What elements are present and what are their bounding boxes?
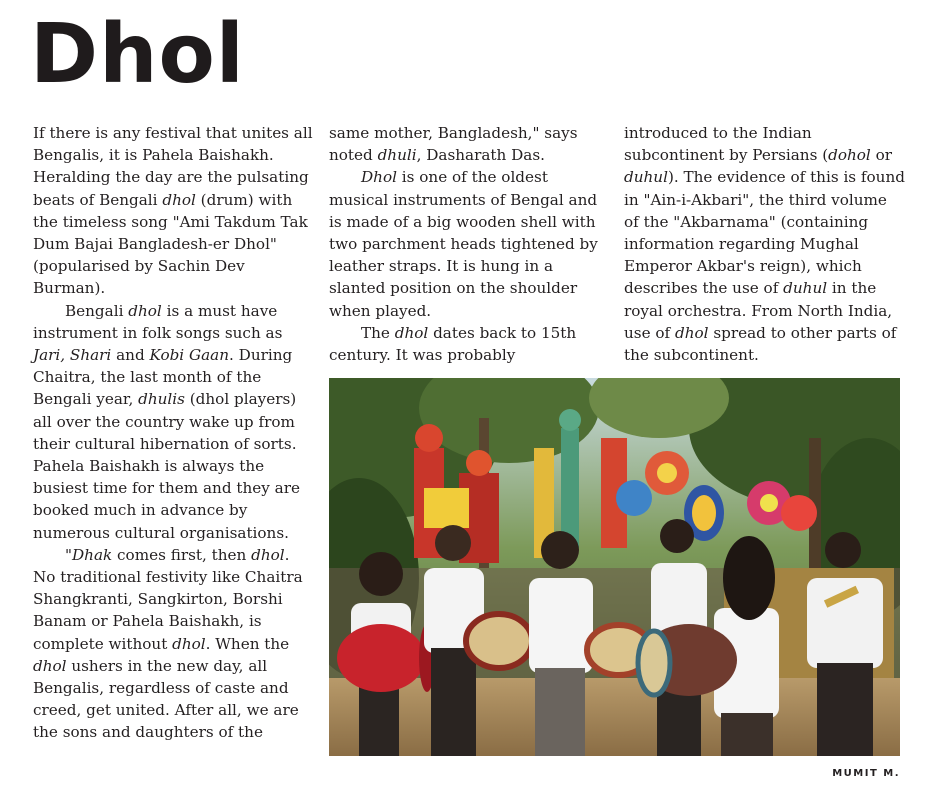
italic-term: dohol <box>828 146 871 165</box>
italic-term: Jari, Shari <box>33 346 112 365</box>
article-title: Dhol <box>30 7 245 102</box>
dhol-players-photo <box>329 378 900 756</box>
text-column-3 <box>624 122 906 366</box>
italic-term: Dhol <box>361 168 397 187</box>
italic-term: dhol <box>162 190 196 209</box>
text-column-1 <box>33 122 315 744</box>
italic-term: dhol <box>674 323 709 342</box>
italic-term: dhuli <box>377 146 417 165</box>
italic-term: duhul <box>624 168 668 187</box>
paragraph: same mother, Bangladesh," says noted dhuli, Dasharath Das. <box>329 124 578 165</box>
italic-term: dhulis <box>138 390 185 409</box>
paragraph: If there is any festival that unites all Bengalis, it is Pahela Baishakh. Heralding the day are the pulsating beats of Bengali dhol (drum) with the timeless song "Ami Takdum Tak Dum Bajai Bangladesh-er Dhol" (popularised by Sachin Dev Burman). <box>33 124 313 298</box>
italic-term: duhul <box>783 279 828 298</box>
italic-term: dhol <box>172 634 206 653</box>
paragraph: Dhol is one of the oldest musical instruments of Bengal and is made of a big wooden shell with two parchment heads tightened by leather straps. It is hung in a slanted position on the shoulder when played. <box>329 168 598 320</box>
text-column-2 <box>329 122 609 366</box>
photo-credit: MUMIT M. <box>832 768 900 779</box>
paragraph: The dhol dates back to 15th century. It was probably <box>329 323 577 365</box>
paragraph: Bengali dhol is a must have instrument in folk songs such as Jari, Shari and Kobi Gaan. During Chaitra, the last month of the Bengali year, dhulis (dhol players) all over the country wake up from their cultural hibernation of sorts. Pahela Baishakh is always the busiest time for them and they are booked much in advance by numerous cultural organisations. <box>33 301 300 542</box>
italic-term: dhol <box>128 301 162 320</box>
italic-term: dhol <box>33 656 67 675</box>
paragraph: introduced to the Indian subcontinent by Persians (dohol or duhul). The evidence of this is found in "Ain-i-Akbari", the third volume of the "Akbarnama" (containing information regarding Mughal Emperor Akbar's reign), which describes the use of duhul in the royal orchestra. From North India, use of dhol spread to other parts of the subcontinent. <box>624 124 905 365</box>
italic-term: Dhak <box>72 545 113 564</box>
paragraph: "Dhak comes first, then dhol. No traditional festivity like Chaitra Shangkranti, Sangkirton, Borshi Banam or Pahela Baishakh, is complete without dhol. When the dhol ushers in the new day, all Bengalis, regardless of caste and creed, get united. After all, we are the sons and daughters of the <box>33 545 303 742</box>
italic-term: Kobi Gaan <box>149 346 230 365</box>
italic-term: dhol <box>251 545 285 564</box>
italic-term: dhol <box>394 323 429 342</box>
